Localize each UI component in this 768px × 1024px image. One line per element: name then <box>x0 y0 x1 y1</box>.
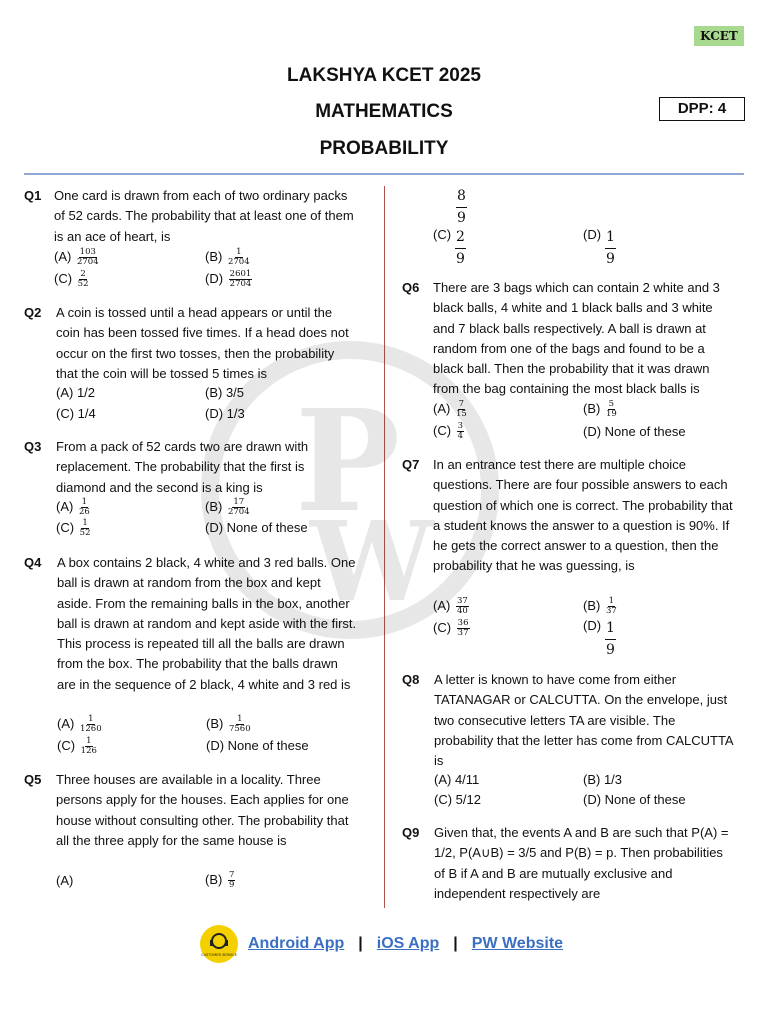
page-title: LAKSHYA KCET 2025 <box>287 65 481 86</box>
option-label: (C) <box>54 270 73 286</box>
pw-website-link[interactable]: PW Website <box>471 935 564 952</box>
option-label: (B) <box>583 400 601 416</box>
fraction: $\frac{2}{9}$ <box>456 229 465 267</box>
option-label: (B) <box>205 871 223 887</box>
ios-app-link[interactable]: iOS App <box>376 935 440 952</box>
option-c[interactable] <box>54 270 89 289</box>
subject-title: MATHEMATICS <box>315 101 453 122</box>
fraction: $\frac{2}{52}$ <box>77 269 89 289</box>
option-b[interactable] <box>583 597 617 616</box>
svg-text:W: W <box>310 497 434 626</box>
android-app-link[interactable]: Android App <box>248 935 345 952</box>
option-label: (A) <box>57 715 75 731</box>
option-label: (C) <box>57 737 76 753</box>
option-label: (D) <box>583 227 602 242</box>
question-number: Q8 <box>402 672 420 687</box>
option-d[interactable]: (D) None of these <box>583 424 686 439</box>
option-label: (C) <box>56 519 75 535</box>
fraction: $\frac{1}{37}$ <box>605 596 617 616</box>
option-d[interactable]: (D) None of these <box>205 520 308 535</box>
fraction: $\frac{1}{26}$ <box>78 497 90 517</box>
option-d[interactable] <box>205 270 252 289</box>
option-c[interactable] <box>433 619 470 638</box>
option-b[interactable]: (B) 1/3 <box>583 772 623 787</box>
option-label: (A) <box>433 597 451 613</box>
question-text: There are 3 bags which can contain 2 white and 3 black balls, 4 white and 1 black balls and 3 white and 7 black balls respectively. A ball is drawn at random from one of the bags and found to be a black ball. Then the probability that it was drawn from the bag containing the most black balls is <box>433 280 720 397</box>
option-label: (A) <box>54 248 72 264</box>
option-a[interactable] <box>57 715 102 734</box>
option-c[interactable] <box>56 519 91 538</box>
option-c[interactable] <box>433 227 466 270</box>
fraction: $\frac{1}{1260}$ <box>79 714 102 734</box>
fraction: $\frac{3}{4}$ <box>457 421 464 441</box>
fraction: $\frac{7}{15}$ <box>455 399 467 419</box>
fraction: $\frac{103}{2704}$ <box>76 247 99 267</box>
topic-title: PROBABILITY <box>319 138 449 159</box>
option-b[interactable] <box>205 498 250 517</box>
question-text: A letter is known to have come from either TATANAGAR or CALCUTTA. On the envelope, just two consecutive letters TA are visible. The probability that the letter has come from CALCUTTA is <box>434 672 733 769</box>
question-text: In an entrance test there are multiple choice questions. There are four possible answers to each question of which one is correct. The probability that a student knows the answer to a question is 90%. If he gets the correct answer to a question, then the probability that he was guessing, is <box>433 457 733 574</box>
header-rule <box>24 173 744 175</box>
option-label: (C) <box>433 619 452 635</box>
column-divider <box>384 186 385 908</box>
option-label: (B) <box>583 597 601 613</box>
fraction: $\frac{1}{2704}$ <box>227 247 250 267</box>
svg-text:P: P <box>295 380 401 544</box>
option-d[interactable]: (D) None of these <box>206 738 309 753</box>
question-text: Given that, the events A and B are such that P(A) = 1/2, P(A∪B) = 3/5 and P(B) = p. Then probabilities of B if A and B are mutually exclusive and independent respectively are <box>434 825 729 901</box>
separator: | <box>453 935 458 952</box>
fraction: $\frac{17}{2704}$ <box>227 497 250 517</box>
option-d[interactable] <box>583 227 616 270</box>
separator: | <box>358 935 363 952</box>
option-d[interactable] <box>583 618 616 661</box>
fraction: $\frac{1}{7560}$ <box>228 714 251 734</box>
option-label: (D) <box>205 270 224 286</box>
option-label: (C) <box>433 422 452 438</box>
option-a[interactable]: (A) 4/11 <box>434 772 480 787</box>
option-label: (B) <box>205 248 223 264</box>
option-c[interactable]: (C) 1/4 <box>56 406 96 421</box>
fraction: $\frac{7}{9}$ <box>228 870 235 890</box>
exam-badge: KCET <box>694 26 744 46</box>
option-a[interactable] <box>54 248 99 267</box>
fraction: $\frac{1}{9}$ <box>606 620 615 658</box>
option-label: (D) <box>583 618 602 633</box>
fraction: $\frac{1}{126}$ <box>80 736 97 756</box>
option-a-continued[interactable] <box>452 186 467 229</box>
question-number: Q4 <box>24 555 42 570</box>
option-b[interactable] <box>206 715 251 734</box>
option-c[interactable] <box>433 422 464 441</box>
option-a[interactable]: (A) <box>56 873 74 888</box>
question-text: One card is drawn from each of two ordinary packs of 52 cards. The probability that at least one of them is an ace of heart, is <box>54 188 354 244</box>
question-text: A coin is tossed until a head appears or until the coin has been tossed five times. If a head does not occur on the first two tosses, then the probability that the coin will be tossed 5 times is <box>56 305 349 381</box>
option-d[interactable]: (D) None of these <box>583 792 686 807</box>
fraction: $\frac{1}{9}$ <box>606 229 615 267</box>
svg-text:CUSTOMER SERVICE: CUSTOMER SERVICE <box>201 953 237 957</box>
question-number: Q2 <box>24 305 42 320</box>
question-number: Q1 <box>24 188 42 203</box>
fraction: $\frac{8}{9}$ <box>457 188 466 226</box>
fraction: $\frac{1}{52}$ <box>79 518 91 538</box>
option-a[interactable] <box>433 597 469 616</box>
question-number: Q3 <box>24 439 42 454</box>
option-b[interactable] <box>583 400 617 419</box>
footer-links <box>200 924 563 964</box>
question-number: Q5 <box>24 772 42 787</box>
option-b[interactable] <box>205 248 250 267</box>
customer-service-icon <box>200 925 238 963</box>
option-a[interactable] <box>433 400 467 419</box>
question-text: From a pack of 52 cards two are drawn with replacement. The probability that the first is diamond and the second is a king is <box>56 439 309 495</box>
fraction: $\frac{2601}{2704}$ <box>229 269 252 289</box>
question-number: Q9 <box>402 825 420 840</box>
question-text: Three houses are available in a locality. Three persons apply for the houses. Each applies for one house without consulting other. The probability that all the three apply for the same house is <box>56 772 349 848</box>
fraction: $\frac{36}{37}$ <box>457 618 469 638</box>
option-d[interactable]: (D) 1/3 <box>205 406 245 421</box>
option-a[interactable]: (A) 1/2 <box>56 385 96 400</box>
fraction: $\frac{37}{40}$ <box>456 596 468 616</box>
question-number: Q6 <box>402 280 420 295</box>
option-label: (B) <box>205 498 223 514</box>
dpp-label: DPP: 4 <box>659 97 745 121</box>
option-c[interactable]: (C) 5/12 <box>434 792 481 807</box>
option-b[interactable] <box>205 871 235 890</box>
option-c[interactable] <box>57 737 97 756</box>
option-label: (C) <box>433 227 452 242</box>
option-b[interactable]: (B) 3/5 <box>205 385 245 400</box>
question-text: A box contains 2 black, 4 white and 3 red balls. One ball is drawn at random from the box and kept aside. From the remaining balls in the box, another ball is drawn at random and kept aside with the first. This process is repeated till all the balls are drawn from the box. The probability that the balls drawn are in the sequence of 2 black, 4 white and 3 red is <box>57 555 357 692</box>
question-number: Q7 <box>402 457 420 472</box>
option-label: (A) <box>56 498 74 514</box>
option-label: (A) <box>433 400 451 416</box>
option-a[interactable] <box>56 498 90 517</box>
option-label: (B) <box>206 715 224 731</box>
fraction: $\frac{5}{19}$ <box>605 399 617 419</box>
